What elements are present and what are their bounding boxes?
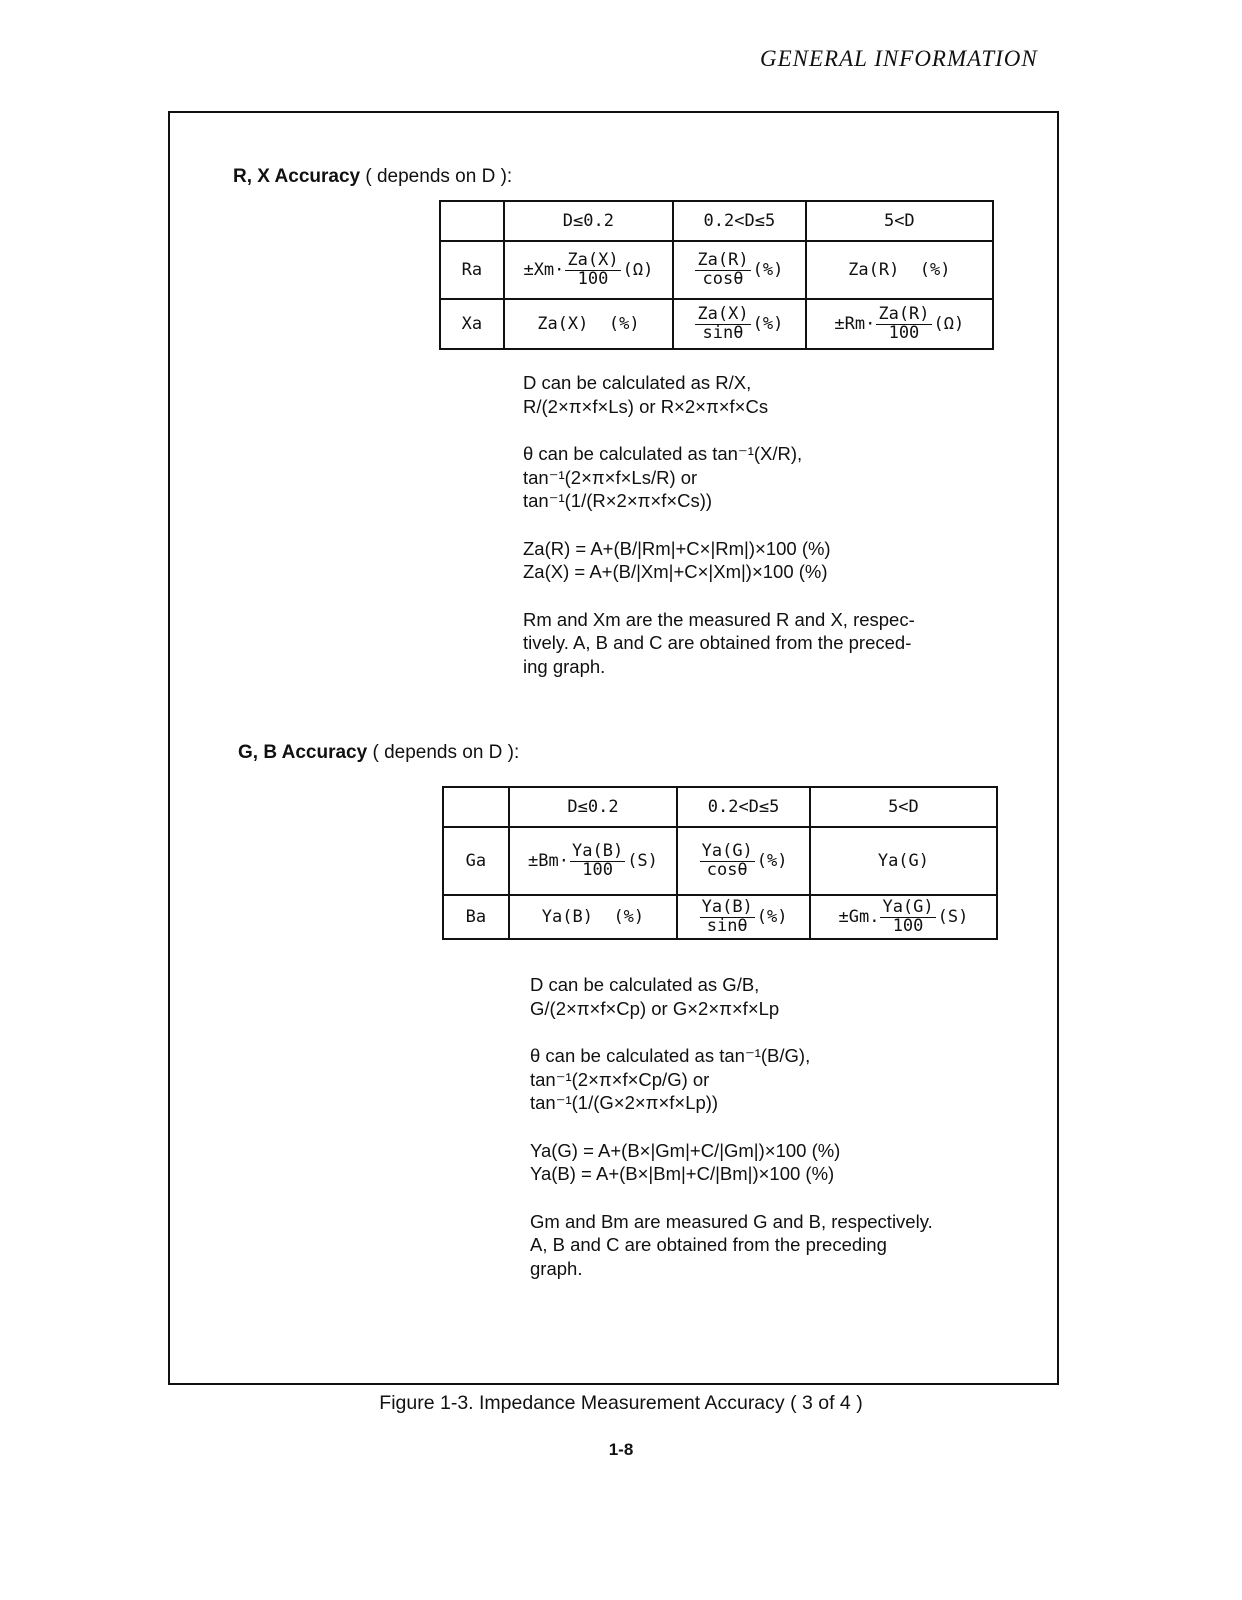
formula-unit: (Ω)	[622, 260, 654, 280]
rx-notes	[523, 371, 915, 702]
fraction-numerator: Ya(G)	[701, 840, 753, 861]
note-line: graph.	[530, 1257, 583, 1279]
fraction-denominator: 100	[582, 859, 613, 880]
formula-note	[530, 1139, 933, 1186]
note-line: θ can be calculated as tan⁻¹(B/G),	[530, 1045, 811, 1066]
formula-unit: (%)	[756, 851, 788, 871]
fraction-denominator: 100	[577, 268, 609, 289]
formula-cell	[673, 299, 806, 349]
note-line: D can be calculated as R/X,	[523, 372, 752, 393]
note-line: tively. A, B and C are obtained from the preced-	[523, 632, 912, 653]
note-line: Gm and Bm are measured G and B, respectively.	[530, 1210, 933, 1232]
fraction-denominator: cosθ	[706, 859, 748, 880]
fraction-numerator: Za(X)	[697, 303, 749, 324]
formula-note	[523, 537, 915, 584]
running-header: GENERAL INFORMATION	[760, 46, 1038, 71]
row-label: Ga	[443, 827, 509, 895]
note-line: θ can be calculated as tan⁻¹(X/R),	[523, 443, 803, 464]
note-line: tan⁻¹(2×π×f×Ls/R) or	[523, 466, 698, 488]
header-cell-d-high: 5<D	[810, 787, 997, 827]
header-cell-empty	[443, 787, 509, 827]
d-calc-note	[523, 371, 915, 418]
header-cell-d-mid: 0.2<D≤5	[677, 787, 810, 827]
remark-note	[530, 1210, 933, 1281]
gb-accuracy-table	[442, 786, 998, 940]
formula-cell	[677, 895, 810, 939]
formula-prefix: ±Bm·	[528, 851, 569, 871]
note-line: Za(X) = A+(B/|Xm|+C×|Xm|)×100 (%)	[523, 561, 828, 582]
formula-cell	[673, 241, 806, 299]
table-header-row	[440, 201, 993, 241]
fraction	[570, 840, 625, 880]
note-line: tan⁻¹(1/(R×2×π×f×Cs))	[523, 490, 713, 511]
rx-accuracy-table	[439, 200, 994, 350]
formula-unit: (Ω)	[933, 314, 965, 334]
table-header-row	[443, 787, 997, 827]
note-line: Ya(B) = A+(B×|Bm|+C/|Bm|)×100 (%)	[530, 1163, 835, 1184]
fraction	[695, 303, 750, 343]
row-label: Xa	[440, 299, 504, 349]
formula-unit: (%)	[752, 260, 784, 280]
formula-unit: (%)	[752, 314, 784, 334]
fraction-numerator: Ya(B)	[572, 840, 624, 861]
formula-cell: Ya(B) (%)	[509, 895, 678, 939]
formula-prefix: ±Rm·	[834, 314, 876, 334]
formula-cell	[677, 827, 810, 895]
table-row-ra	[440, 241, 993, 299]
note-line: Rm and Xm are the measured R and X, respec-	[523, 608, 915, 630]
header-cell-d-low: D≤0.2	[509, 787, 678, 827]
table-row-xa	[440, 299, 993, 349]
gb-section-title	[238, 742, 519, 764]
fraction	[565, 249, 620, 289]
formula-cell: Ya(G)	[810, 827, 997, 895]
fraction-numerator: Ya(B)	[701, 896, 753, 917]
formula-cell	[810, 895, 997, 939]
formula-unit: (S)	[937, 907, 969, 927]
fraction-numerator: Za(R)	[697, 249, 749, 270]
gb-notes	[530, 973, 933, 1304]
gb-title-bold: G, B Accuracy	[238, 742, 368, 763]
table-row-ga	[443, 827, 997, 895]
formula-prefix: ±Xm·	[523, 260, 565, 280]
row-label: Ra	[440, 241, 504, 299]
rx-title-bold: R, X Accuracy	[233, 166, 361, 187]
fraction-denominator: sinθ	[702, 322, 744, 343]
page-number: 1-8	[608, 1440, 634, 1459]
note-line: A, B and C are obtained from the preceding	[530, 1234, 887, 1255]
note-line: Ya(G) = A+(B×|Gm|+C/|Gm|)×100 (%)	[530, 1139, 841, 1161]
d-calc-note	[530, 973, 933, 1020]
formula-cell	[806, 299, 993, 349]
header-cell-empty	[440, 201, 504, 241]
gb-title-rest: ( depends on D ):	[367, 742, 520, 763]
fraction	[880, 896, 935, 936]
formula-unit: (%)	[756, 907, 788, 927]
fraction	[700, 840, 755, 880]
fraction	[876, 303, 931, 343]
fraction	[700, 896, 755, 936]
fraction-denominator: 100	[888, 322, 920, 343]
note-line: Za(R) = A+(B/|Rm|+C×|Rm|)×100 (%)	[523, 537, 831, 559]
header-cell-d-high: 5<D	[806, 201, 993, 241]
formula-cell	[504, 241, 673, 299]
fraction-numerator: Za(R)	[878, 303, 930, 324]
theta-calc-note	[523, 442, 915, 513]
formula-cell: Za(R) (%)	[806, 241, 993, 299]
header-cell-d-low: D≤0.2	[504, 201, 673, 241]
rx-section-title	[233, 166, 512, 188]
formula-unit: (S)	[627, 851, 658, 871]
fraction	[695, 249, 750, 289]
note-line: tan⁻¹(1/(G×2×π×f×Lp))	[530, 1092, 719, 1113]
fraction-numerator: Ya(G)	[882, 896, 934, 917]
row-label: Ba	[443, 895, 509, 939]
note-line: R/(2×π×f×Ls) or R×2×π×f×Cs	[523, 395, 769, 417]
theta-calc-note	[530, 1044, 933, 1115]
fraction-numerator: Za(X)	[567, 249, 619, 270]
fraction-denominator: sinθ	[706, 915, 748, 936]
formula-cell	[509, 827, 678, 895]
note-line: ing graph.	[523, 655, 606, 677]
figure-caption: Figure 1-3. Impedance Measurement Accuracy ( 3 of 4 )	[379, 1392, 863, 1414]
fraction-denominator: 100	[892, 915, 924, 936]
rx-title-rest: ( depends on D ):	[360, 166, 513, 187]
table-row-ba	[443, 895, 997, 939]
fraction-denominator: cosθ	[702, 268, 744, 289]
remark-note	[523, 608, 915, 679]
note-line: G/(2×π×f×Cp) or G×2×π×f×Lp	[530, 997, 780, 1019]
note-line: tan⁻¹(2×π×f×Cp/G) or	[530, 1068, 710, 1090]
header-cell-d-mid: 0.2<D≤5	[673, 201, 806, 241]
formula-cell: Za(X) (%)	[504, 299, 673, 349]
note-line: D can be calculated as G/B,	[530, 974, 760, 995]
formula-prefix: ±Gm.	[838, 907, 880, 927]
